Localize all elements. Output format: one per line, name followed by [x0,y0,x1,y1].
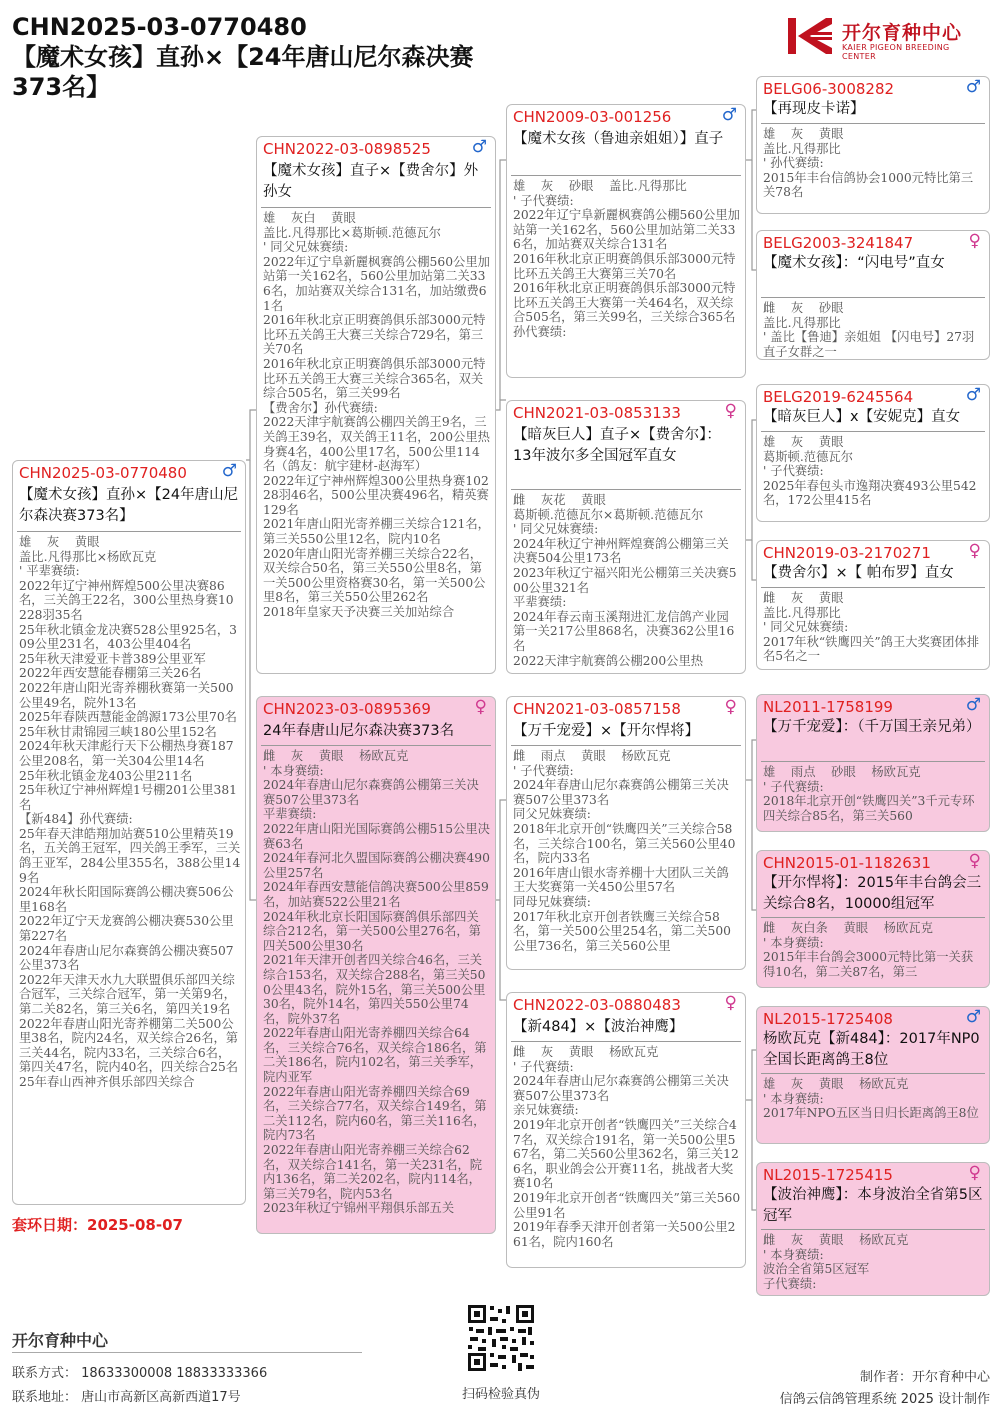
pigeon-name: 杨欧瓦克【新484】：2017年NP0全国长距离鸽王8位 [763,1031,980,1068]
pigeon-name: 【开尔悍将】：2015年丰台鸽会三关综合8名，10000组冠军 [763,875,982,912]
female-sign-icon: ♀ [724,697,737,717]
pigeon-name: 【万千宠爱】×【开尔悍将】 [513,723,700,739]
pigeon-name: 【新484】×【波治神鹰】 [513,1019,684,1035]
footer-contact: 联系方式： 18633300008 18833333366 [12,1366,268,1381]
male-sign-icon: ♂ [471,137,487,157]
pigeon-name: 【费舍尔】×【 帕布罗】直女 [763,565,954,581]
ring-number: CHN2025-03-0770480 [19,464,187,482]
pigeon-details: 雄 灰 砂眼 盖比.凡得那比 ' 子代赛绩: 2022年辽宁阜新麗枫赛鸽公棚560公里加站第一关162名，560公里加站第二关336名，加站赛双关综合131名 2016年秋北京正明赛鸽俱乐部3000元特比环五关鸽王大赛第三关70名 2016年秋北京正明赛鸽俱乐部3000元特比环五关鸽王大赛第一关464名，双关综合505名，第三关99名，三关综合365名 孙代赛绩: [513,179,740,339]
female-sign-icon: ♀ [968,851,981,871]
divider [261,207,491,208]
ring-number: NL2015-1725415 [763,1166,893,1184]
pedigree-card-sire-sire[interactable] [506,104,746,378]
female-sign-icon: ♀ [968,1163,981,1183]
pigeon-details: 雌 灰 黄眼 杨欧瓦克 ' 本身赛绩: 2024年春唐山尼尔森赛鸽公棚第三关决赛507公里373名 平辈赛绩: 2022年唐山阳光国际赛鸽公棚515公里决赛63名 2024年春河北久盟国际赛鸽公棚决赛490公里257名 2024年春西安慧能信鸽决赛500公里859名，加站赛522公里21名 2024年秋北京长阳国际赛鸽俱乐部四关综合212名，第一关500公里276名，第四关500公里30名 2021年天津开创者四关综合46名，三关综合153名，双关综合288名，第三关500公里43名，院外15名，第三关500公里30名，院外14名，第四关550公里74名，院外37名 2022年春唐山阳光寄养棚四关综合64名，三关综合76名，双关综合186名，第二关186名，院内102名，第三关季军，院内亚军 2022年春唐山阳光寄养棚四关综合69名，三关综合77名，双关综合149名，第二关112名，院内60名，第三关116名，院内73名 2022年春唐山阳光寄养棚三关综合62名，双关综合141名，第一关231名，院内136名，第二关202名，院内114名，第三关79名，院内53名 2023年秋辽宁锦州平翔俱乐部五关 [263,749,490,1216]
logo-name: 开尔育种中心 [842,22,963,44]
pedigree-card-gen4-1[interactable] [756,76,990,214]
ring-number: CHN2023-03-0895369 [263,700,431,718]
female-sign-icon: ♀ [474,697,487,717]
pedigree-card-gen4-2[interactable] [756,230,990,360]
footer-system: 信鸽云信鸽管理系统 2025 设计制作 [779,1392,990,1407]
male-sign-icon: ♂ [221,461,237,481]
pigeon-name: 【魔术女孩（鲁迪亲姐姐）】直子 [513,131,724,147]
male-sign-icon: ♂ [965,1007,981,1027]
divider [761,297,985,298]
pigeon-details: 雄 灰 黄眼 杨欧瓦克 ' 本身赛绩: 2017年NPO五区当日归长距离鸽王8位 [763,1077,979,1121]
pedigree-card-gen4-7[interactable] [756,1006,990,1144]
pigeon-details: 雄 灰白 黄眼 盖比.凡得那比×葛斯顿.范德瓦尔 ' 同父兄妹赛绩: 2022年辽宁阜新麗枫赛鸽公棚560公里加站第一关162名，560公里加站第二关336名，加站赛双关综合131名，加站缴费61名 2016年秋北京正明赛鸽俱乐部3000元特比环五关鸽王大赛三关综合729名，第三关70名 2016年秋北京正明赛鸽俱乐部3000元特比环五关鸽王大赛三关综合365名，双关综合505名，第三关99名 【费舍尔】孙代赛绩: 2022天津宇航赛鸽公棚四关鸽王9名，三关鸽王39名，双关鸽王11名，200公里热身赛4名，400公里17名，500公里114名（鸽友：航宇建材-赵海军） 2022年辽宁神州辉煌300公里热身赛10228羽46名，500公里决赛496名，精英赛129名 2021年唐山阳光寄养棚三关综合121名，第三关550公里12名，院内10名 2020年唐山阳光寄养棚三关综合22名，双关综合50名，第三关550公里8名，第一关500公里资格赛30名，第一关500公里8名，第三关550公里262名 2018年皇家天予决赛三关加站综合 [263,211,490,620]
footer-address: 联系地址： 唐山市高新区高新西道17号 [12,1390,241,1405]
pigeon-name: 【魔术女孩】直子×【费舍尔】外孙女 [263,163,479,200]
pigeon-name: 【暗灰巨人】直子×【费舍尔】：13年波尔多全国冠军直女 [513,427,721,464]
divider [511,175,741,176]
ring-number: CHN2009-03-001256 [513,108,672,126]
footer-divider [12,1352,362,1353]
pigeon-details: 雄 灰 黄眼 葛斯顿.范德瓦尔 ' 子代赛绩: 2025年春包头市逸翔决赛493公里542名，172公里415名 [763,435,977,508]
divider [511,1041,741,1042]
female-sign-icon: ♀ [968,231,981,251]
divider [761,431,985,432]
divider [261,745,491,746]
footer-company: 开尔育种中心 [12,1331,109,1350]
pigeon-name: 【魔术女孩】：“闪电号”直女 [763,255,945,271]
ring-number: CHN2021-03-0853133 [513,404,681,422]
female-sign-icon: ♀ [724,401,737,421]
pigeon-name: 24年春唐山尼尔森决赛373名 [263,723,455,739]
pigeon-name: 【波治神鹰】：本身波治全省第5区冠军 [763,1187,983,1224]
pedigree-card-gen4-8[interactable] [756,1162,990,1296]
pigeon-details: 雄 雨点 砂眼 杨欧瓦克 ' 子代赛绩: 2018年北京开创“铁鹰四关”3千元专环四关综合85名，第三关560 [763,765,975,823]
ring-number: CHN2015-01-1182631 [763,854,931,872]
pigeon-name: 【再现皮卡诺】 [763,101,865,117]
male-sign-icon: ♂ [965,695,981,715]
pedigree-card-gen4-3[interactable] [756,384,990,522]
ring-number: CHN2022-03-0880483 [513,996,681,1014]
male-sign-icon: ♂ [721,105,737,125]
divider [511,489,741,490]
qr-code-icon[interactable] [466,1303,536,1373]
female-sign-icon: ♀ [968,541,981,561]
divider [761,587,985,588]
pedigree-card-dam-sire[interactable] [506,696,746,970]
female-sign-icon: ♀ [724,993,737,1013]
pigeon-name: 【暗灰巨人】x【安妮克】直女 [763,409,961,425]
footer-maker: 制作者：开尔育种中心 [859,1370,990,1385]
pigeon-details: 雄 灰 黄眼 盖比.凡得那比×杨欧瓦克 ' 平辈赛绩: 2022年辽宁神州辉煌500公里决赛86名，三关鸽王22名，300公里热身赛10228羽35名 25年秋北镇金龙决赛528公里925名，309公里231名，403公里404名 25年秋天津爱亚卡普389公里亚军 2022年西安慧能春棚第三关26名 2022年唐山阳光寄养棚秋赛第一关500公里49名，院外13名 2025年春陕西慧能金鸽源173公里70名 25年秋甘肃锦园三峡180公里152名 2024年秋天津彪行天下公棚热身赛187公里208名，第一关304公里14名 25年秋北镇金龙403公里211名 25年秋辽宁神州辉煌1号棚201公里381名 【新484】孙代赛绩: 25年春天津皓翔加站赛510公里精英19名，五关鸽王冠军，四关鸽王季军，三关鸽王亚军，284公里355名，388公里149名 2024年秋长阳国际赛鸽公棚决赛506公里168名 2022年辽宁天龙赛鸽公棚决赛530公里第227名 2024年春唐山尼尔森赛鸽公棚决赛507公里373名 2022年天津天水九大联盟俱乐部四关综合冠军，三关综合冠军，第一关第9名，第二关82名，第三关6名，第四关19名 2022年春唐山阳光寄养棚第二关500公里38名，院内24名，双关综合26名，第三关44名，院内33名，三关综合6名，第四关47名，院内40名，四关综合25名 25年春山西神齐俱乐部四关综合 [19,535,241,1089]
ring-number: BELG2003-3241847 [763,234,914,252]
ring-number: CHN2019-03-2170271 [763,544,931,562]
pigeon-details: 雌 灰 砂眼 盖比.凡得那比 ' 盖比【鲁迪】亲姐姐 【闪电号】27羽直子女群之一 [763,301,975,359]
pigeon-details: 雌 灰花 黄眼 葛斯顿.范德瓦尔×葛斯顿.范德瓦尔 ' 同父兄妹赛绩: 2024年秋辽宁神州辉煌赛鸽公棚第三关决赛504公里173名 2023年秋辽宁福兴阳光公棚第三关决赛500公里321名 平辈赛绩: 2024年春云南玉溪翔进汇龙信鸽产业园第一关217公里868名，决赛362公里16名 2022天津宇航赛鸽公棚200公里热 [513,493,737,668]
ring-number: CHN2022-03-0898525 [263,140,431,158]
divider [761,917,985,918]
pedigree-card-gen4-5[interactable] [756,694,990,832]
pigeon-details: 雌 雨点 黄眼 杨欧瓦克 ' 子代赛绩: 2024年春唐山尼尔森赛鸽公棚第三关决赛507公里373名 同父兄妹赛绩: 2018年北京开创“铁鹰四关”三关综合58名，三关综合100名，第三关560公里40名，院内33名 2016年唐山银水寄养棚十大团队三关鸽王大奖赛第一关450公里57名 同母兄妹赛绩: 2017年秋北京开创者铁鹰三关综合58名，第一关500公里254名，第二关500公里736名，第三关560公里 [513,749,736,953]
male-sign-icon: ♂ [965,385,981,405]
ring-number: NL2015-1725408 [763,1010,893,1028]
male-sign-icon: ♂ [965,77,981,97]
pigeon-name: 【魔术女孩】直孙×【24年唐山尼尔森决赛373名】 [19,487,239,524]
ring-date: 套环日期：2025-08-07 [12,1216,183,1234]
ring-number: NL2011-1758199 [763,698,893,716]
page-title: CHN2025-03-0770480 【魔术女孩】直孙×【24年唐山尼尔森决赛373名】 [12,13,474,101]
divider [761,123,985,124]
pigeon-details: 雌 灰白条 黄眼 杨欧瓦克 ' 本身赛绩: 2015年丰台鸽会3000元特比第一关获得10名，第二关87名，第三 [763,921,974,979]
divider [761,1229,985,1230]
pedigree-card-sire-dam[interactable] [506,400,746,674]
pedigree-card-sire[interactable] [256,136,496,674]
pigeon-name: 【万千宠爱】：（千万国王亲兄弟） [763,719,981,735]
ring-number: BELG2019-6245564 [763,388,914,406]
pigeon-details: 雄 灰 黄眼 盖比.凡得那比 ' 孙代赛绩: 2015年丰台信鸽协会1000元特比第三关78名 [763,127,974,200]
divider [17,531,241,532]
pedigree-card-gen4-6[interactable] [756,850,990,988]
pedigree-card-dam-dam[interactable] [506,992,746,1268]
pedigree-card-gen4-4[interactable] [756,540,990,670]
divider [761,761,985,762]
ring-number: CHN2021-03-0857158 [513,700,681,718]
pedigree-card-dam[interactable] [256,696,496,1234]
logo-subtitle: KAIER PIGEON BREEDING CENTER [842,43,950,61]
pigeon-details: 雌 灰 黄眼 杨欧瓦克 ' 子代赛绩: 2024年春唐山尼尔森赛鸽公棚第三关决赛507公里373名 亲兄妹赛绩: 2019年北京开创者“铁鹰四关”三关综合47名，双关综合191名，第一关500公里567名，第二关560公里362名，第三关126名，职业鸽会公开赛11名，挑战者大奖赛10名 2019年北京开创者“铁鹰四关”第三关560公里91名 2019年春季天津开创者第一关500公里261名，院内160名 [513,1045,741,1249]
ring-number: BELG06-3008282 [763,80,895,98]
pigeon-details: 雌 灰 黄眼 杨欧瓦克 ' 本身赛绩: 波治全省第5区冠军 子代赛绩: [763,1233,909,1291]
pedigree-card-subject[interactable] [12,460,246,1205]
pigeon-details: 雌 灰 黄眼 盖比.凡得那比 ' 同父兄妹赛绩: 2017年秋“铁鹰四关”鸽王大奖赛团体排名5名之一 [763,591,980,664]
divider [511,745,741,746]
qr-label: 扫码检验真伪 [461,1387,540,1402]
divider [761,1073,985,1074]
